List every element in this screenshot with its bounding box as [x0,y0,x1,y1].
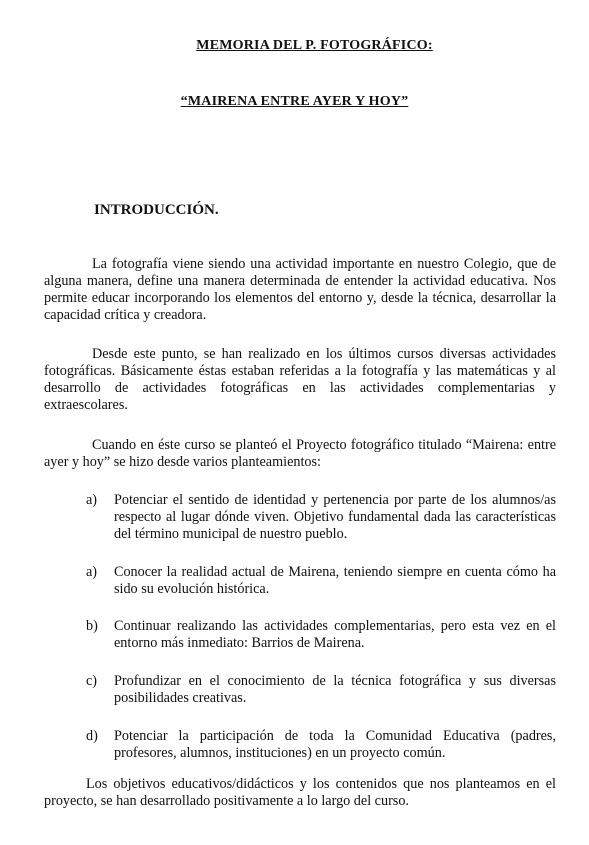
paragraph: Cuando en éste curso se planteó el Proyecto fotográfico titulado “Mairena: entre ayer y hoy” se hizo desde varios planteamientos: [44,437,556,470]
list-item-text: Profundizar en el conocimiento de la técnica fotográfica y sus diversas posibilidades creativas. [114,673,556,706]
section-heading: INTRODUCCIÓN. [94,202,219,218]
list-marker: d) [86,728,98,744]
document-title: MEMORIA DEL P. FOTOGRÁFICO: [196,38,433,53]
list-item [86,564,556,598]
list-item [86,492,556,543]
list-marker: b) [86,618,98,634]
paragraph: Desde este punto, se han realizado en los últimos cursos diversas actividades fotográficas. Básicamente éstas estaban referidas a la fotografía y las matemáticas y al desarrollo de actividades fotográficas en las actividades complementarias y extraescolares. [44,346,556,413]
list-marker: a) [86,492,98,508]
closing-paragraph: Los objetivos educativos/didácticos y los contenidos que nos planteamos en el proyecto, se han desarrollado positivamente a lo largo del curso. [44,776,556,809]
document-subtitle: “MAIRENA ENTRE AYER Y HOY” [180,94,409,109]
list-marker: c) [86,673,98,689]
list-item-text: Potenciar el sentido de identidad y pertenencia por parte de los alumnos/as respecto al lugar dónde viven. Objetivo fundamental dada las características del término municipal de nuestro pueblo. [114,492,556,542]
list-item-text: Conocer la realidad actual de Mairena, teniendo siempre en cuenta cómo ha sido su evolución histórica. [114,564,556,597]
list-item [86,728,556,762]
list-item [86,618,556,652]
list-item-text: Continuar realizando las actividades complementarias, pero esta vez en el entorno más inmediato: Barrios de Mairena. [114,618,556,651]
list-item-text: Potenciar la participación de toda la Comunidad Educativa (padres, profesores, alumnos, instituciones) en un proyecto común. [114,728,556,761]
list-marker: a) [86,564,98,580]
list-item [86,673,556,707]
paragraph: La fotografía viene siendo una actividad importante en nuestro Colegio, que de alguna manera, define una manera determinada de entender la actividad educativa. Nos permite educar incorporando los elementos del entorno y, desde la técnica, desarrollar la capacidad crítica y creadora. [44,256,556,323]
